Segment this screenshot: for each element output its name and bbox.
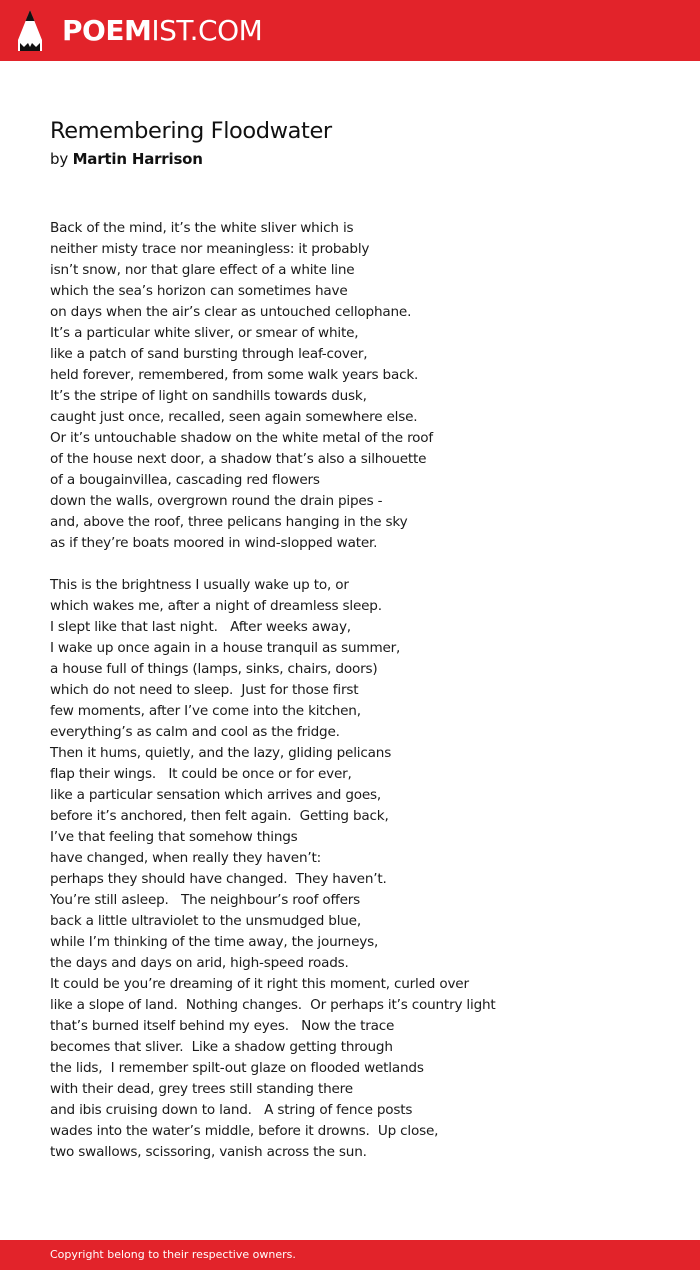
poem-author: Martin Harrison xyxy=(72,150,203,168)
poem-line: two swallows, scissoring, vanish across the sun. xyxy=(50,1144,367,1160)
poem-line: Back of the mind, it’s the white sliver which is xyxy=(50,220,354,236)
poem-line: of a bougainvillea, cascading red flowers xyxy=(50,472,320,488)
site-footer xyxy=(0,1240,700,1270)
poem-line: held forever, remembered, from some walk years back. xyxy=(50,367,419,383)
poem-line: and, above the roof, three pelicans hanging in the sky xyxy=(50,514,408,530)
poem-line: It’s a particular white sliver, or smear of white, xyxy=(50,325,359,341)
copyright-text: Copyright belong to their respective owners. xyxy=(50,1248,296,1261)
poem-stanza xyxy=(50,575,670,1163)
poem-line: before it’s anchored, then felt again. Getting back, xyxy=(50,808,389,824)
poem-line: perhaps they should have changed. They haven’t. xyxy=(50,871,387,887)
poem-line: of the house next door, a shadow that’s also a silhouette xyxy=(50,451,427,467)
poem-line: and ibis cruising down to land. A string of fence posts xyxy=(50,1102,413,1118)
poem-line: everything’s as calm and cool as the fridge. xyxy=(50,724,340,740)
site-logo[interactable] xyxy=(62,11,262,51)
poem-line: Then it hums, quietly, and the lazy, gliding pelicans xyxy=(50,745,392,761)
poem-line: becomes that sliver. Like a shadow getting through xyxy=(50,1039,393,1055)
poem-line: like a slope of land. Nothing changes. Or perhaps it’s country light xyxy=(50,997,496,1013)
poem-line: down the walls, overgrown round the drain pipes - xyxy=(50,493,383,509)
poem-line: I slept like that last night. After weeks away, xyxy=(50,619,351,635)
logo-light-text: IST.COM xyxy=(151,14,263,47)
logo-bold-text: POEM xyxy=(62,14,152,47)
poem-line: that’s burned itself behind my eyes. Now the trace xyxy=(50,1018,395,1034)
poem-stanza xyxy=(50,218,670,554)
poem-line: back a little ultraviolet to the unsmudged blue, xyxy=(50,913,361,929)
poem-line: I’ve that feeling that somehow things xyxy=(50,829,298,845)
poem-line: which the sea’s horizon can sometimes have xyxy=(50,283,348,299)
poem-line: which wakes me, after a night of dreamless sleep. xyxy=(50,598,382,614)
poem-line: It could be you’re dreaming of it right this moment, curled over xyxy=(50,976,469,992)
poem-line: have changed, when really they haven’t: xyxy=(50,850,321,866)
poem-body xyxy=(50,218,670,1184)
poem-line: You’re still asleep. The neighbour’s roof offers xyxy=(50,892,361,908)
poem-line: isn’t snow, nor that glare effect of a white line xyxy=(50,262,355,278)
poem-line: with their dead, grey trees still standing there xyxy=(50,1081,353,1097)
poem-line: This is the brightness I usually wake up to, or xyxy=(50,577,349,593)
poem-line: like a particular sensation which arrives and goes, xyxy=(50,787,382,803)
poem-line: as if they’re boats moored in wind-slopped water. xyxy=(50,535,378,551)
poem-line: caught just once, recalled, seen again somewhere else. xyxy=(50,409,418,425)
poem-line: the lids, I remember spilt-out glaze on flooded wetlands xyxy=(50,1060,424,1076)
poem-line: the days and days on arid, high-speed roads. xyxy=(50,955,349,971)
poem-line: on days when the air’s clear as untouched cellophane. xyxy=(50,304,412,320)
pencil-icon[interactable] xyxy=(18,10,42,51)
poem-line: Or it’s untouchable shadow on the white metal of the roof xyxy=(50,430,433,446)
poem-line: neither misty trace nor meaningless: it probably xyxy=(50,241,370,257)
poem-line: flap their wings. It could be once or for ever, xyxy=(50,766,352,782)
poem-title: Remembering Floodwater xyxy=(50,118,332,144)
by-label: by xyxy=(50,150,68,168)
poem-line: a house full of things (lamps, sinks, chairs, doors) xyxy=(50,661,378,677)
poem-byline xyxy=(50,147,203,171)
site-header xyxy=(0,0,700,61)
poem-line: which do not need to sleep. Just for those first xyxy=(50,682,359,698)
poem-line: I wake up once again in a house tranquil as summer, xyxy=(50,640,401,656)
poem-line: wades into the water’s middle, before it drowns. Up close, xyxy=(50,1123,439,1139)
poem-line: It’s the stripe of light on sandhills towards dusk, xyxy=(50,388,367,404)
poem-line: few moments, after I’ve come into the kitchen, xyxy=(50,703,361,719)
poem-line: like a patch of sand bursting through leaf-cover, xyxy=(50,346,368,362)
poem-line: while I’m thinking of the time away, the journeys, xyxy=(50,934,379,950)
